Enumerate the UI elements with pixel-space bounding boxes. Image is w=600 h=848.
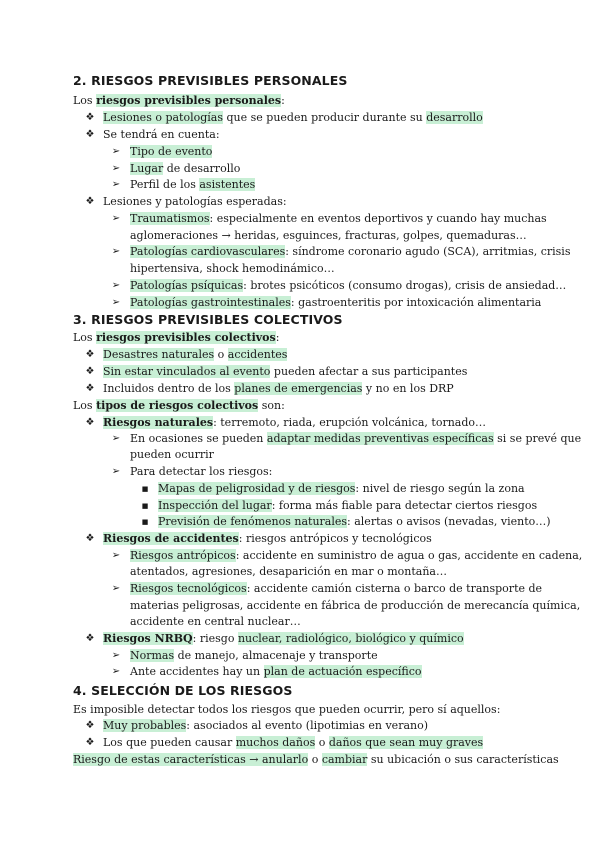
s2-sub-traumatismos: Traumatismos: especialmente en eventos deportivos y cuando hay muchas [130,212,547,225]
arrow-bullet-icon: ➢ [111,213,121,224]
s3-item-naturales: Riesgos naturales: terremoto, riada, erupción volcánica, tornado… [103,416,487,429]
s2-sub-perfil: Perfil de los asistentes [130,178,256,191]
diamond-bullet-icon: ❖ [85,112,95,123]
section-4-heading: 4. SELECCIÓN DE LOS RIESGOS [73,683,293,698]
s2-sub-tipo-evento: Tipo de evento [130,145,213,158]
s2-sub-gastro: Patologías gastrointestinales: gastroenteritis por intoxicación alimentaria [130,296,542,309]
s3-sub-antropicos: Riesgos antrópicos: accidente en suministro de agua o gas, accidente en cadena, [130,549,583,562]
s4-intro: Es imposible detectar todos los riesgos que pueden ocurrir, pero sí aquellos: [73,703,501,716]
arrow-bullet-icon: ➢ [111,146,121,157]
s3-item-nrbq: Riesgos NRBQ: riesgo nuclear, radiológico, biológico y químico [103,632,464,645]
s3-subsub-prevision: Previsión de fenómenos naturales: alertas o avisos (nevadas, viento…) [158,515,551,528]
arrow-bullet-icon: ➢ [111,433,121,444]
arrow-bullet-icon: ➢ [111,297,121,308]
s3-subsub-mapas: Mapas de peligrosidad y de riesgos: nivel de riesgo según la zona [158,482,525,495]
section-3-heading: 3. RIESGOS PREVISIBLES COLECTIVOS [73,312,343,327]
s2-sub-psiquicas: Patologías psíquicas: brotes psicóticos (consumo drogas), crisis de ansiedad… [130,279,567,292]
s3-sub-tecnologicos-cont2: accidente en central nuclear… [130,615,301,628]
s3-item-desastres: Desastres naturales o accidentes [103,348,288,361]
s3-intro: Los riesgos previsibles colectivos: [73,331,280,344]
s3-item-incluidos: Incluidos dentro de los planes de emergencias y no en los DRP [103,382,454,395]
s2-intro: Los riesgos previsibles personales: [73,94,285,107]
diamond-bullet-icon: ❖ [85,737,95,748]
diamond-bullet-icon: ❖ [85,633,95,644]
s2-item-tener-en-cuenta: Se tendrá en cuenta: [103,128,220,141]
arrow-bullet-icon: ➢ [111,179,121,190]
square-bullet-icon: ■ [141,502,149,510]
diamond-bullet-icon: ❖ [85,196,95,207]
arrow-bullet-icon: ➢ [111,666,121,677]
arrow-bullet-icon: ➢ [111,246,121,257]
s3-item-sin-vinculo: Sin estar vinculados al evento pueden afectar a sus participantes [103,365,468,378]
s2-item-lesiones-esperadas: Lesiones y patologías esperadas: [103,195,287,208]
s3-sub-normas: Normas de manejo, almacenaje y transporte [130,649,378,662]
s3-sub-tecnologicos-cont: materias peligrosas, accidente en fábrica de producción de merecancía química, [130,599,581,612]
arrow-bullet-icon: ➢ [111,280,121,291]
s2-sub-cardio: Patologías cardiovasculares: síndrome coronario agudo (SCA), arritmias, crisis [130,245,571,258]
square-bullet-icon: ■ [141,518,149,526]
s3-sub-adaptar-cont: pueden ocurrir [130,448,214,461]
s4-item-danos: Los que pueden causar muchos daños o daños que sean muy graves [103,736,484,749]
s3-sub-plan: Ante accidentes hay un plan de actuación específico [130,665,422,678]
s2-sub-cardio-cont: hipertensiva, shock hemodinámico… [130,262,335,275]
s3-sub-tecnologicos: Riesgos tecnológicos: accidente camión cisterna o barco de transporte de [130,582,543,595]
s3-tipos-intro: Los tipos de riesgos colectivos son: [73,399,285,412]
diamond-bullet-icon: ❖ [85,417,95,428]
arrow-bullet-icon: ➢ [111,583,121,594]
s3-sub-detectar: Para detectar los riesgos: [130,465,273,478]
s2-sub-traumatismos-cont: aglomeraciones → heridas, esguinces, fracturas, golpes, quemaduras… [130,229,527,242]
s3-sub-antropicos-cont: atentados, agresiones, desaparición en mar o montaña… [130,565,447,578]
arrow-bullet-icon: ➢ [111,466,121,477]
diamond-bullet-icon: ❖ [85,720,95,731]
diamond-bullet-icon: ❖ [85,383,95,394]
square-bullet-icon: ■ [141,485,149,493]
arrow-bullet-icon: ➢ [111,550,121,561]
diamond-bullet-icon: ❖ [85,366,95,377]
section-2-heading: 2. RIESGOS PREVISIBLES PERSONALES [73,73,348,88]
arrow-bullet-icon: ➢ [111,650,121,661]
diamond-bullet-icon: ❖ [85,533,95,544]
s2-sub-lugar: Lugar de desarrollo [130,162,241,175]
s3-subsub-inspeccion: Inspección del lugar: forma más fiable para detectar ciertos riesgos [158,499,538,512]
s4-conclusion: Riesgo de estas características → anularlo o cambiar su ubicación o sus características [73,753,559,766]
arrow-bullet-icon: ➢ [111,163,121,174]
s3-item-accidentes: Riesgos de accidentes: riesgos antrópicos y tecnológicos [103,532,432,545]
s3-sub-adaptar: En ocasiones se pueden adaptar medidas preventivas específicas si se prevé que [130,432,582,445]
diamond-bullet-icon: ❖ [85,129,95,140]
s2-item-lesiones: Lesiones o patologías que se pueden producir durante su desarrollo [103,111,483,124]
s4-item-probables: Muy probables: asociados al evento (lipotimias en verano) [103,719,429,732]
diamond-bullet-icon: ❖ [85,349,95,360]
